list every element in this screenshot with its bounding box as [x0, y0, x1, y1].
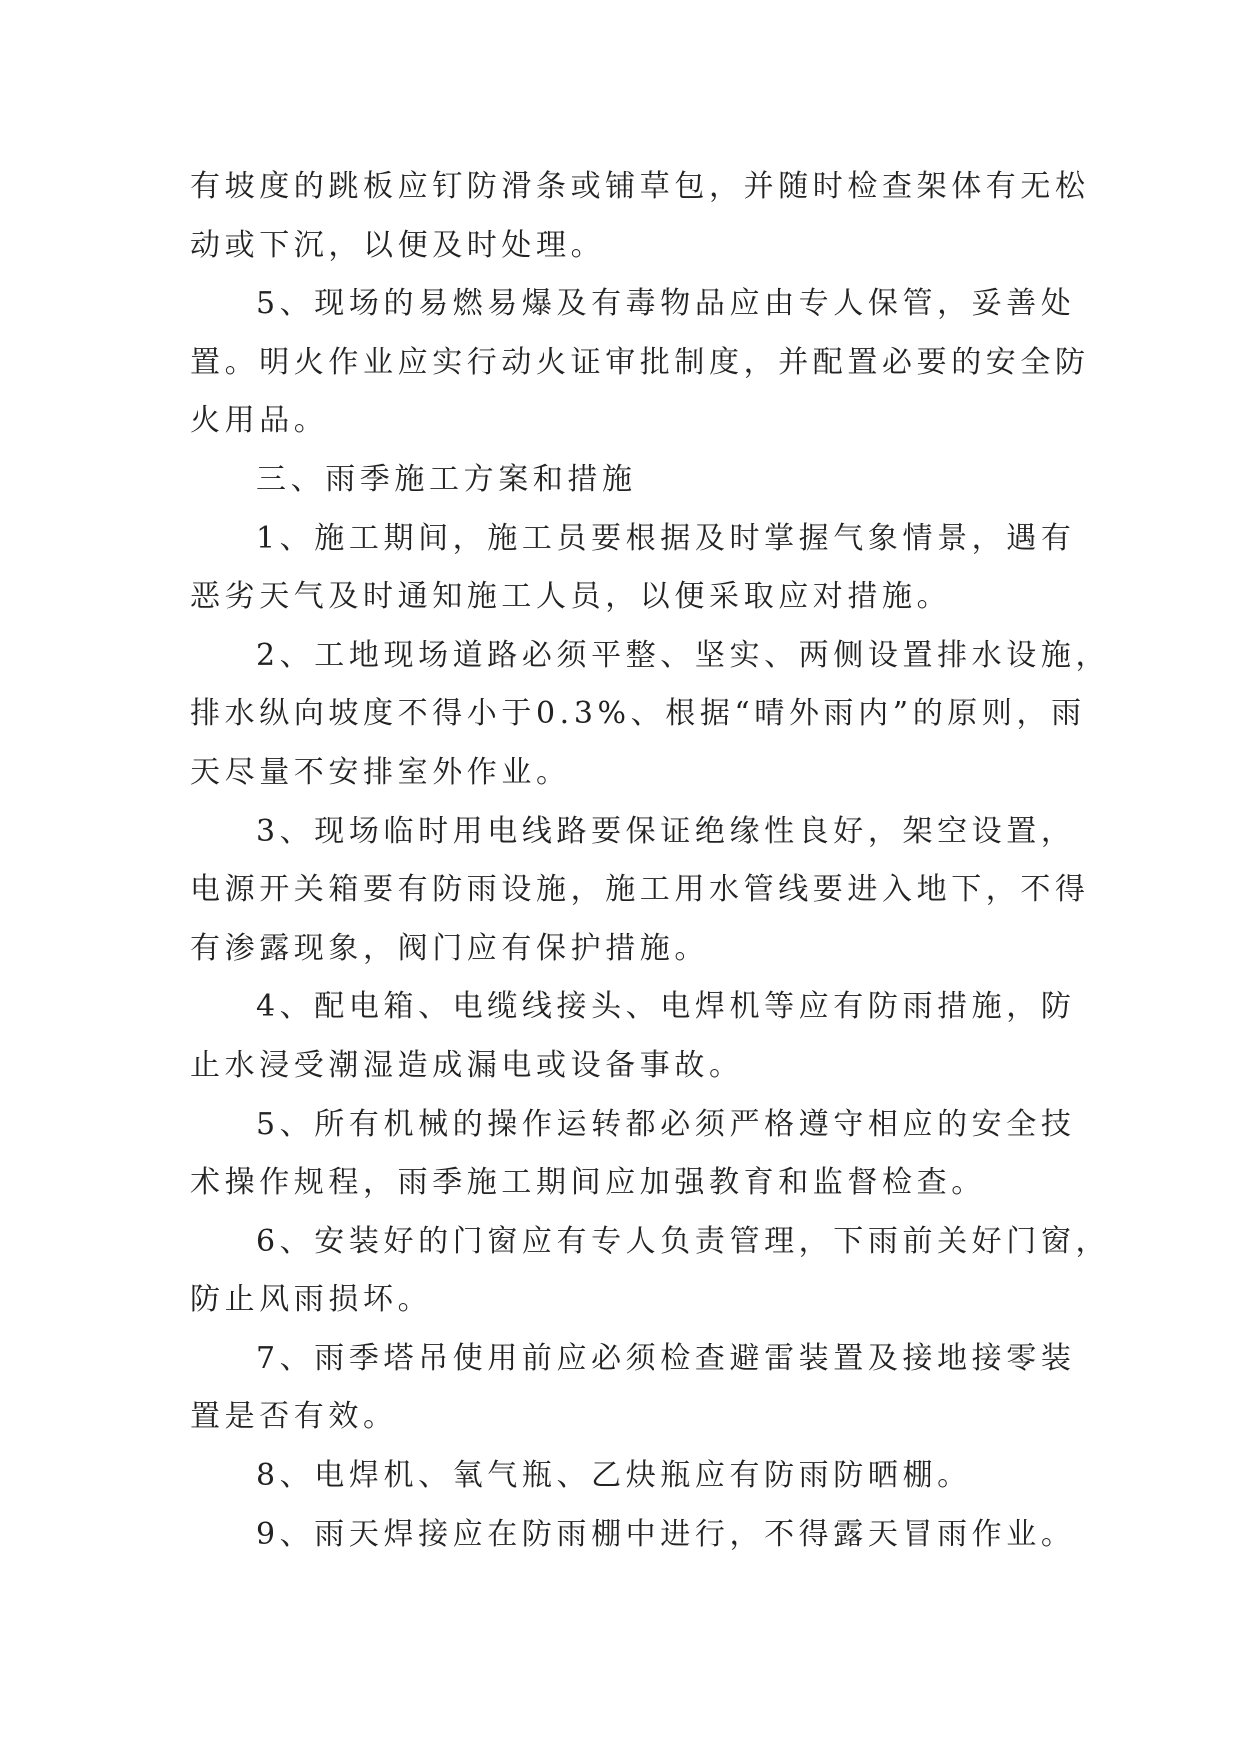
- paragraph-line: 5、现场的易燃易爆及有毒物品应由专人保管，妥善处: [256, 286, 1076, 322]
- paragraph-line: 电源开关箱要有防雨设施，施工用水管线要进入地下，不得: [190, 872, 1090, 908]
- paragraph-line: 9、雨天焊接应在防雨棚中进行，不得露天冒雨作业。: [256, 1516, 1076, 1552]
- paragraph-line: 有坡度的跳板应钉防滑条或铺草包，并随时检查架体有无松: [190, 169, 1090, 204]
- paragraph-line: 2、工地现场道路必须平整、坚实、两侧设置排水设施，: [256, 637, 1111, 673]
- paragraph-line: 3、现场临时用电线路要保证绝缘性良好，架空设置，: [256, 813, 1076, 849]
- document-body: [190, 158, 1111, 1564]
- paragraph-rain-9: [190, 1506, 1076, 1565]
- paragraph-line: 动或下沉，以便及时处理。: [190, 227, 606, 263]
- paragraph-line: 6、安装好的门窗应有专人负责管理，下雨前关好门窗，: [256, 1223, 1111, 1259]
- paragraph-line: 恶劣天气及时通知施工人员，以便采取应对措施。: [190, 579, 952, 615]
- paragraph-line: 三、雨季施工方案和措施: [256, 461, 637, 497]
- paragraph-rain-2: [190, 627, 1111, 803]
- paragraph-line: 7、雨季塔吊使用前应必须检查避雷装置及接地接零装: [256, 1340, 1076, 1376]
- paragraph-line: 置是否有效。: [190, 1399, 398, 1435]
- paragraph-rain-5: [190, 1096, 1076, 1213]
- paragraph-rain-8: [190, 1447, 1070, 1506]
- paragraph-line: 天尽量不安排室外作业。: [190, 754, 571, 790]
- paragraph-rain-1: [190, 510, 1076, 627]
- paragraph-rain-4: [190, 978, 1076, 1095]
- paragraph-rain-6: [190, 1213, 1111, 1330]
- paragraph-rain-3: [190, 803, 1090, 979]
- paragraph-line: 4、配电箱、电缆线接头、电焊机等应有防雨措施，防: [256, 989, 1076, 1025]
- paragraph-scaffold-cont: [190, 158, 1090, 275]
- paragraph-line: 5、所有机械的操作运转都必须严格遵守相应的安全技: [256, 1106, 1076, 1142]
- paragraph-section-3-heading: [190, 451, 1070, 510]
- paragraph-line: 止水浸受潮湿造成漏电或设备事故。: [190, 1047, 744, 1083]
- paragraph-line: 8、电焊机、氧气瓶、乙炔瓶应有防雨防晒棚。: [256, 1458, 972, 1494]
- paragraph-line: 排水纵向坡度不得小于0.3%、根据“晴外雨内”的原则，雨: [190, 696, 1086, 732]
- paragraph-line: 1、施工期间，施工员要根据及时掌握气象情景，遇有: [256, 520, 1076, 556]
- paragraph-fire-5: [190, 275, 1090, 451]
- paragraph-rain-7: [190, 1330, 1076, 1447]
- paragraph-line: 术操作规程，雨季施工期间应加强教育和监督检查。: [190, 1165, 986, 1201]
- paragraph-line: 置。明火作业应实行动火证审批制度，并配置必要的安全防: [190, 344, 1090, 380]
- paragraph-line: 防止风雨损坏。: [190, 1282, 433, 1318]
- paragraph-line: 有渗露现象，阀门应有保护措施。: [190, 930, 709, 966]
- paragraph-line: 火用品。: [190, 403, 329, 439]
